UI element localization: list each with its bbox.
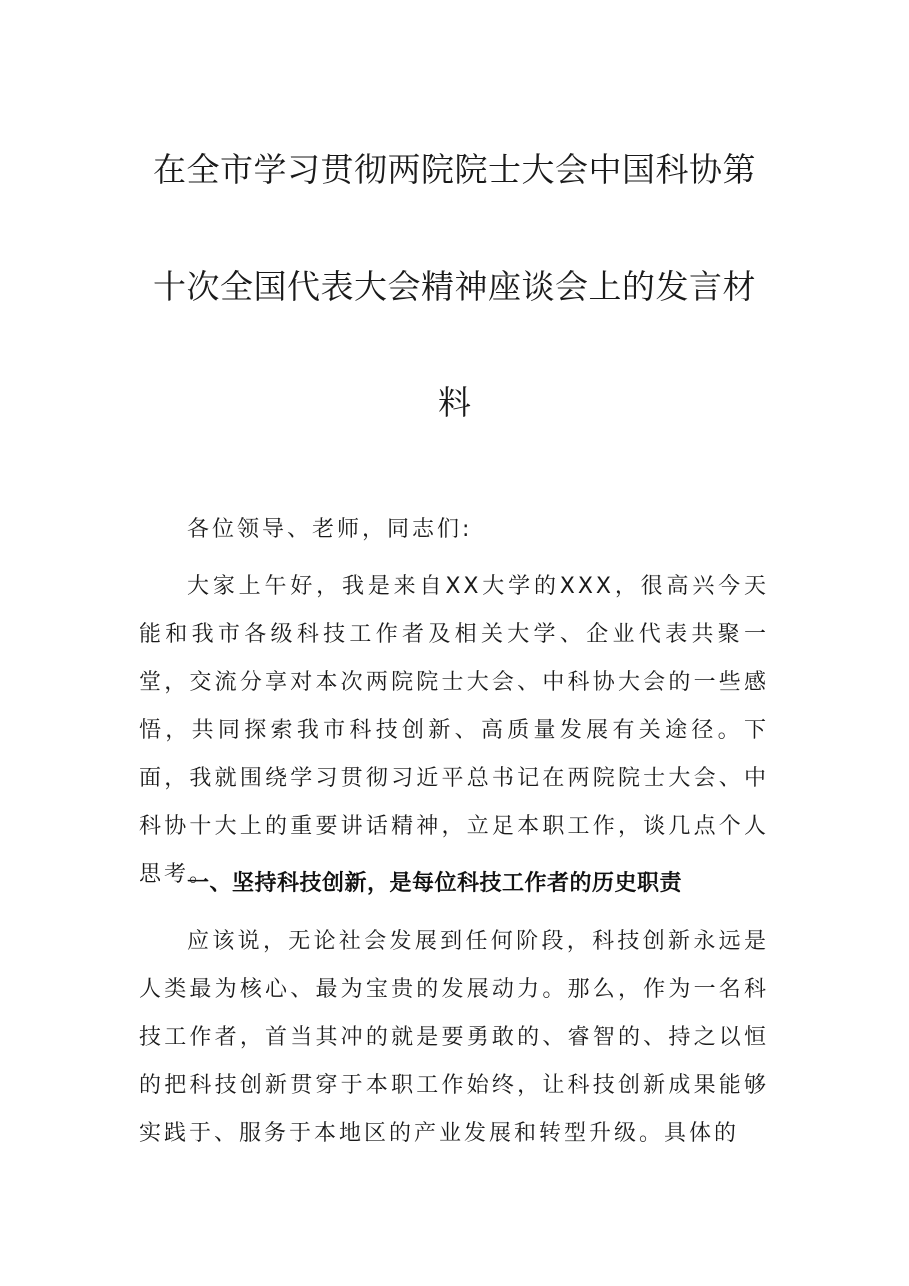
paragraph-section-1: 应该说，无论社会发展到任何阶段，科技创新永远是人类最为核心、最为宝贵的发展动力。那么，作为一名科技工作者，首当其冲的就是要勇敢的、睿智的、持之以恒的把科技创新贯穿于本职工作始终，让科技创新成果能够实践于、服务于本地区的产业发展和转型升级。具体的 xyxy=(139,929,769,1146)
document-title-line-3: 料 xyxy=(438,383,471,422)
paragraph-intro: 大家上午好，我是来自XX大学的XXX，很高兴今天能和我市各级科技工作者及相关大学、企业代表共聚一堂，交流分享对本次两院院士大会、中科协大会的一些感悟，共同探索我市科技创新、高质量发展有关途径。下面，我就围绕学习贯彻习近平总书记在两院院士大会、中科协十大上的重要讲话精神，立足本职工作，谈几点个人思考。 xyxy=(139,574,769,887)
document-title-line-1: 在全市学习贯彻两院院士大会中国科协第 xyxy=(153,150,756,189)
document-title-line-2: 十次全国代表大会精神座谈会上的发言材 xyxy=(153,267,756,306)
section-heading: 一、坚持科技创新，是每位科技工作者的历史职责 xyxy=(187,871,683,896)
greeting: 各位领导、老师，同志们: xyxy=(187,517,473,542)
